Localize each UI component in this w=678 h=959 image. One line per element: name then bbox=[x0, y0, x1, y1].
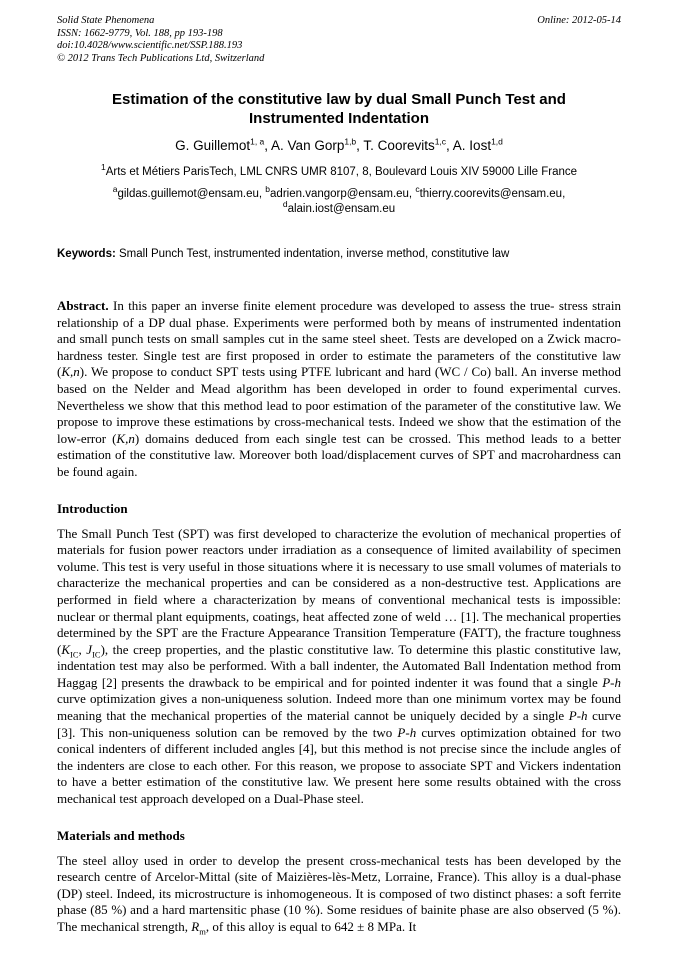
doi-line: doi:10.4028/www.scientific.net/SSP.188.193 bbox=[57, 40, 243, 51]
introduction-paragraph: The Small Punch Test (SPT) was first developed to characterize the evolution of mechanical properties of materials for fusion power reactors under irradiation as a consequence of limited availability of specimen volume. This test is very useful in those situations where it is necessary to use small volumes of materials to characterize the mechanical properties and can be considered as a non-destructive test. Applications are performed in field where a characterization by means of conventional mechanical tests is impossible: nuclear or thermal plant equipments, coatings, heat affected zone of weld … [1]. The mechanical properties determined by the SPT are the Fracture Appearance Transition Temperature (FATT), the fracture toughness ($K_{IC}$, $J_{IC}$), the creep properties, and the plastic constitutive law. To determine this plastic constitutive law, indentation test may also be performed. With a ball indenter, the Automated Ball Indentation method from Haggag [2] presents the drawback to be empirical and for pointed indenter it was found that a single P-h curve optimization gives a non-uniqueness solution. Indeed more than one minimum vortex may be found meaning that the mechanical properties of the material cannot be uniquely decided by a single P-h curve [3]. This non-uniqueness solution can be removed by the two P-h curves optimization obtained for two conical indenters of different included angles [4], but this method is not precise since the include angles of the indenters are close to each other. For this reason, we propose to associate SPT and Vickers indentation to have a better estimation of the constitutive law. We present here some results obtained with the cross mechanical test approach developed on a Dual-Phase steel. bbox=[57, 525, 622, 807]
issn-line: ISSN: 1662-9779, Vol. 188, pp 193-198 bbox=[57, 27, 223, 39]
section-heading-introduction: Introduction bbox=[57, 500, 128, 516]
authors-line: G. Guillemot$^{1, a}$, A. Van Gorp$^{1,b}$, T. Coorevits$^{1,c}$, A. Iost$^{1,d}$ bbox=[175, 136, 503, 153]
keywords-line: Keywords: Small Punch Test, instrumented indentation, inverse method, constitutive law bbox=[57, 248, 510, 260]
abstract-paragraph: Abstract. In this paper an inverse finite element procedure was developed to assess the true- stress strain relationship of a DP dual phase. Experiments were performed both by means of instrumented indentation and small punch tests on small samples cut in the same steel sheet. Tests are developed on a Zwick macro-hardness tester. Single test are first proposed in order to estimate the parameters of the constitutive law (K,n). We propose to conduct SPT tests using PTFE lubricant and hard (WC / Co) ball. An inverse method based on the Nelder and Mead algorithm has been developed in order to found experimental curves. Nevertheless we show that this method lead to poor estimation of the parameter of the constitutive law. We propose to improve these estimations by cross-mechanical tests. Indeed we show that the estimation of the low-error (K,n) domains deduced from each single test can be crossed. This method leads to a better estimation of the constitutive law. Moreover both load/displacement curves of SPT and macrohardness can be found again. bbox=[57, 298, 622, 479]
copyright-line: © 2012 Trans Tech Publications Ltd, Switzerland bbox=[57, 52, 265, 64]
author-emails bbox=[57, 184, 621, 217]
email-line-1: $^a$gildas.guillemot@ensam.eu, $^b$adrien.vangorp@ensam.eu, $^c$thierry.coorevits@ensam.eu, bbox=[112, 184, 566, 200]
email-line-2: $^d$alain.iost@ensam.eu bbox=[282, 199, 396, 215]
journal-title: Solid State Phenomena bbox=[57, 15, 155, 26]
paper-title: Estimation of the constitutive law by dual Small Punch Test and Instrumented Indentation bbox=[112, 91, 566, 127]
journal-header bbox=[57, 15, 621, 65]
materials-paragraph: The steel alloy used in order to develop the present cross-mechanical tests has been developed by the research centre of Arcelor-Mittal (site of Maizières-lès-Metz, Lorraine, France). This alloy is a dual-phase (DP) steel. Indeed, its microstructure is inhomogeneous. It is composed of two distinct phases: a soft ferrite phase (85 %) and a hard martensitic phase (10 %). Some residues of bainite phase are also observed (5 %). The mechanical strength, $R_m$, of this alloy is equal to 642 ± 8 MPa. It bbox=[57, 852, 621, 937]
affiliation-line: $^1$Arts et Métiers ParisTech, LML CNRS UMR 8107, 8, Boulevard Louis XIV 59000 Lille France bbox=[100, 162, 577, 178]
section-heading-materials: Materials and methods bbox=[57, 827, 185, 843]
online-date: Online: 2012-05-14 bbox=[537, 15, 621, 26]
